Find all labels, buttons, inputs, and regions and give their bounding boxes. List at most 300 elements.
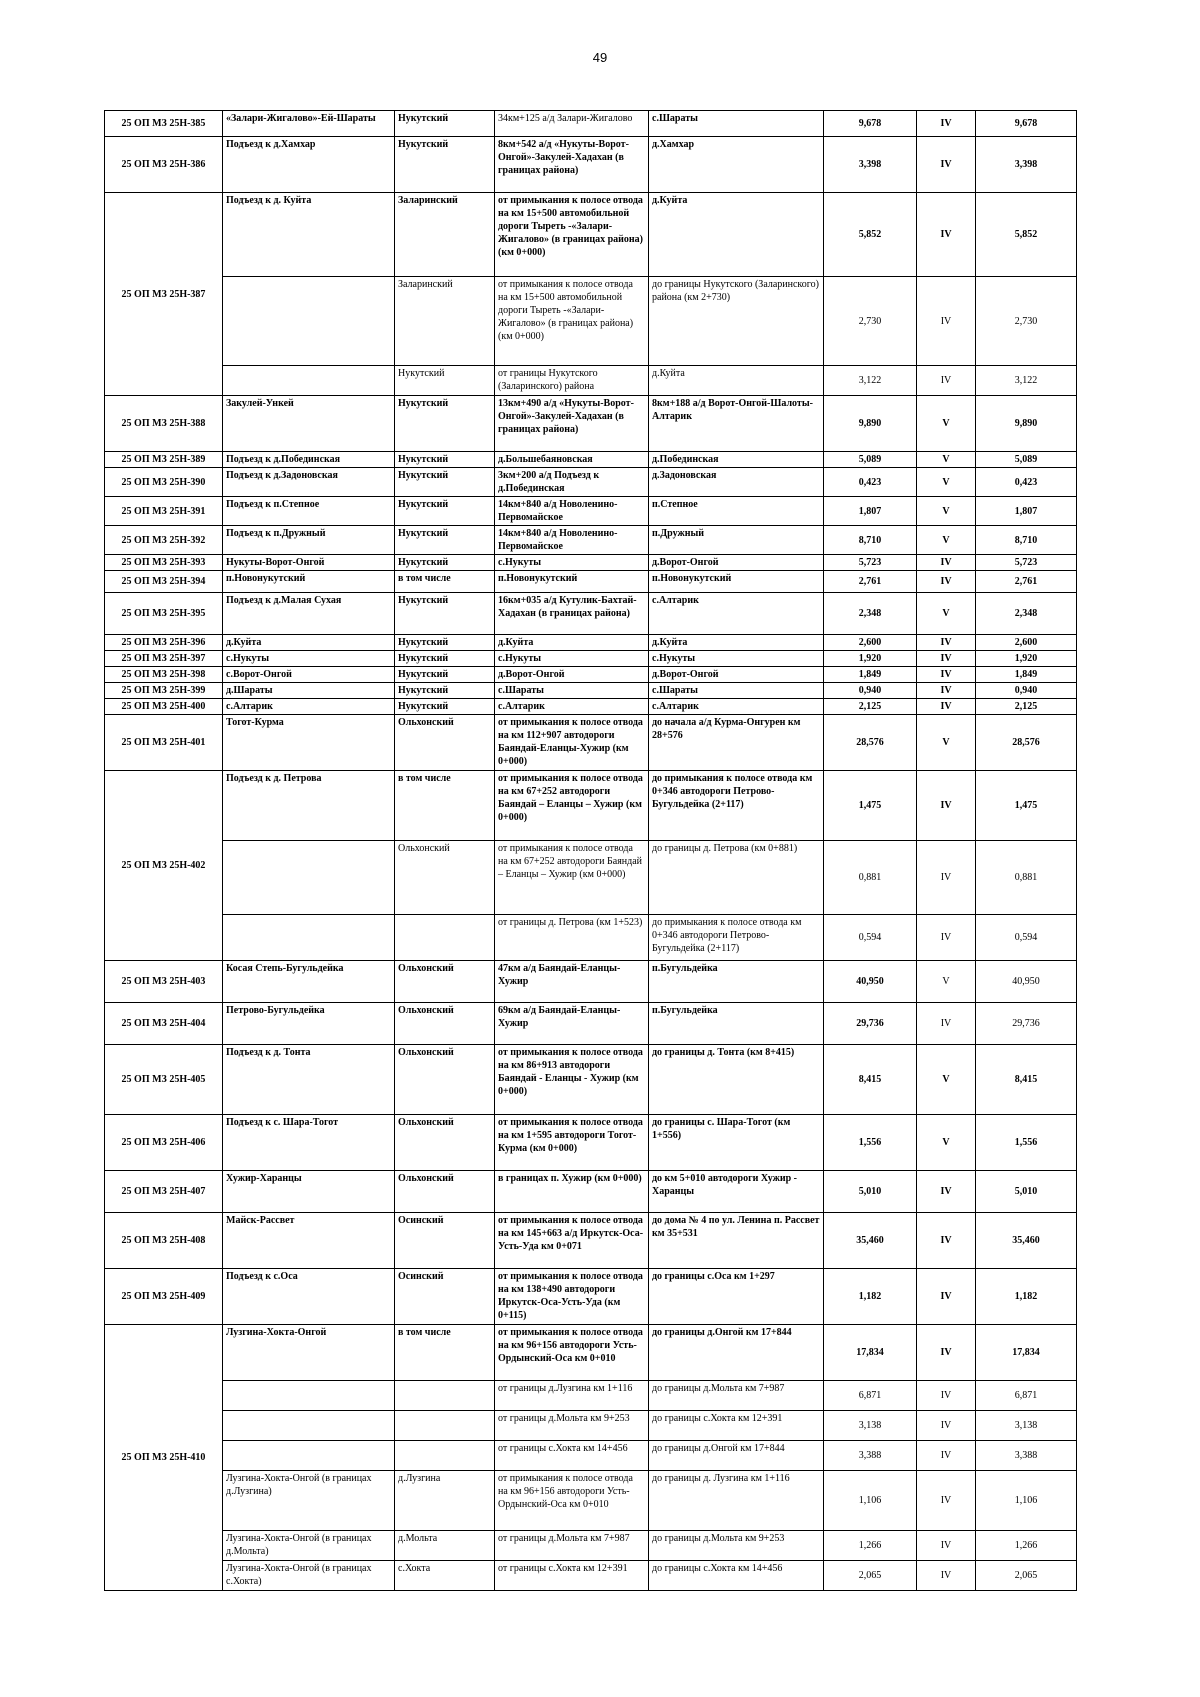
start-point-cell: 47км а/д Баяндай-Еланцы-Хужир	[495, 961, 649, 1003]
total-length-cell: 1,556	[976, 1115, 1077, 1171]
total-length-cell: 2,348	[976, 593, 1077, 635]
category-cell: IV	[917, 1171, 976, 1213]
road-code-cell: 25 ОП МЗ 25Н-399	[105, 683, 223, 699]
category-cell: IV	[917, 111, 976, 137]
district-cell: Нукутский	[395, 468, 495, 497]
road-code-cell: 25 ОП МЗ 25Н-403	[105, 961, 223, 1003]
category-cell: IV	[917, 137, 976, 193]
table-row	[105, 1441, 1077, 1471]
road-code-cell: 25 ОП МЗ 25Н-394	[105, 571, 223, 593]
start-point-cell: 34км+125 а/д Залари-Жигалово	[495, 111, 649, 137]
district-cell: Нукутский	[395, 683, 495, 699]
start-point-cell: д.Большебаяновская	[495, 452, 649, 468]
district-cell: Осинский	[395, 1213, 495, 1269]
road-code-cell: 25 ОП МЗ 25Н-408	[105, 1213, 223, 1269]
category-cell: V	[917, 452, 976, 468]
end-point-cell: до границы с. Шара-Тогот (км 1+556)	[649, 1115, 824, 1171]
start-point-cell: от примыкания к полосе отвода на км 145+663 а/д Иркутск-Оса-Усть-Уда км 0+071	[495, 1213, 649, 1269]
end-point-cell: до границы д. Лузгина км 1+116	[649, 1471, 824, 1531]
total-length-cell: 3,138	[976, 1411, 1077, 1441]
end-point-cell: п.Новонукутский	[649, 571, 824, 593]
category-cell: V	[917, 468, 976, 497]
table-row	[105, 1561, 1077, 1591]
road-name-cell	[223, 366, 395, 396]
total-length-cell: 8,415	[976, 1045, 1077, 1115]
road-name-cell: с.Ворот-Онгой	[223, 667, 395, 683]
road-code-cell: 25 ОП МЗ 25Н-410	[105, 1325, 223, 1591]
road-code-cell: 25 ОП МЗ 25Н-393	[105, 555, 223, 571]
page-number: 49	[592, 50, 608, 65]
length-cell: 40,950	[824, 961, 917, 1003]
start-point-cell: 14км+840 а/д Новоленино-Первомайское	[495, 497, 649, 526]
district-cell: д.Лузгина	[395, 1471, 495, 1531]
total-length-cell: 1,106	[976, 1471, 1077, 1531]
start-point-cell: от границы Нукутского (Заларинского) района	[495, 366, 649, 396]
end-point-cell: с.Шараты	[649, 683, 824, 699]
total-length-cell: 9,890	[976, 396, 1077, 452]
length-cell: 2,761	[824, 571, 917, 593]
road-code-cell: 25 ОП МЗ 25Н-406	[105, 1115, 223, 1171]
end-point-cell: до границы д.Мольта км 9+253	[649, 1531, 824, 1561]
district-cell: Нукутский	[395, 651, 495, 667]
district-cell: Нукутский	[395, 667, 495, 683]
length-cell: 5,089	[824, 452, 917, 468]
category-cell: V	[917, 961, 976, 1003]
start-point-cell: п.Новонукутский	[495, 571, 649, 593]
length-cell: 1,556	[824, 1115, 917, 1171]
table-row	[105, 1471, 1077, 1531]
length-cell: 28,576	[824, 715, 917, 771]
road-code-cell: 25 ОП МЗ 25Н-400	[105, 699, 223, 715]
road-code-cell: 25 ОП МЗ 25Н-388	[105, 396, 223, 452]
road-name-cell: с.Нукуты	[223, 651, 395, 667]
district-cell: Заларинский	[395, 193, 495, 277]
end-point-cell: д.Ворот-Онгой	[649, 555, 824, 571]
length-cell: 8,415	[824, 1045, 917, 1115]
category-cell: V	[917, 526, 976, 555]
end-point-cell: п.Дружный	[649, 526, 824, 555]
end-point-cell: с.Алтарик	[649, 593, 824, 635]
start-point-cell: с.Алтарик	[495, 699, 649, 715]
category-cell: IV	[917, 1411, 976, 1441]
end-point-cell: до границы д.Мольта км 7+987	[649, 1381, 824, 1411]
category-cell: V	[917, 396, 976, 452]
total-length-cell: 2,065	[976, 1561, 1077, 1591]
total-length-cell: 17,834	[976, 1325, 1077, 1381]
district-cell: Нукутский	[395, 452, 495, 468]
total-length-cell: 5,089	[976, 452, 1077, 468]
start-point-cell: от примыкания к полосе отвода на км 96+156 автодороги Усть-Ордынский-Оса км 0+010	[495, 1325, 649, 1381]
length-cell: 9,890	[824, 396, 917, 452]
district-cell: Нукутский	[395, 137, 495, 193]
roads-table	[104, 110, 1077, 1591]
road-name-cell: Лузгина-Хокта-Онгой	[223, 1325, 395, 1381]
total-length-cell: 6,871	[976, 1381, 1077, 1411]
road-name-cell: «Залари-Жигалово»-Ей-Шараты	[223, 111, 395, 137]
end-point-cell: до примыкания к полосе отвода км 0+346 автодороги Петрово-Бугульдейка (2+117)	[649, 915, 824, 961]
start-point-cell: от границы д.Мольта км 7+987	[495, 1531, 649, 1561]
length-cell: 0,940	[824, 683, 917, 699]
start-point-cell: от границы д. Петрова (км 1+523)	[495, 915, 649, 961]
total-length-cell: 2,730	[976, 277, 1077, 366]
category-cell: IV	[917, 1561, 976, 1591]
table-row	[105, 137, 1077, 193]
table-row	[105, 526, 1077, 555]
road-name-cell: Подъезд к д.Хамхар	[223, 137, 395, 193]
end-point-cell: до км 5+010 автодороги Хужир - Харанцы	[649, 1171, 824, 1213]
category-cell: IV	[917, 193, 976, 277]
total-length-cell: 5,723	[976, 555, 1077, 571]
road-name-cell: Подъезд к д. Куйта	[223, 193, 395, 277]
district-cell: Нукутский	[395, 526, 495, 555]
length-cell: 3,388	[824, 1441, 917, 1471]
length-cell: 0,594	[824, 915, 917, 961]
total-length-cell: 3,388	[976, 1441, 1077, 1471]
table-row	[105, 915, 1077, 961]
table-row	[105, 468, 1077, 497]
table-row	[105, 961, 1077, 1003]
road-name-cell	[223, 277, 395, 366]
district-cell: с.Хокта	[395, 1561, 495, 1591]
length-cell: 2,730	[824, 277, 917, 366]
road-name-cell: Подъезд к д. Петрова	[223, 771, 395, 841]
table-row	[105, 1213, 1077, 1269]
district-cell: Нукутский	[395, 366, 495, 396]
table-row	[105, 651, 1077, 667]
category-cell: IV	[917, 1003, 976, 1045]
road-code-cell: 25 ОП МЗ 25Н-390	[105, 468, 223, 497]
district-cell: Нукутский	[395, 699, 495, 715]
end-point-cell: до границы д.Онгой км 17+844	[649, 1441, 824, 1471]
category-cell: IV	[917, 771, 976, 841]
table-row	[105, 1045, 1077, 1115]
district-cell: Нукутский	[395, 396, 495, 452]
category-cell: IV	[917, 1269, 976, 1325]
road-name-cell: Лузгина-Хокта-Онгой (в границах д.Мольта)	[223, 1531, 395, 1561]
category-cell: IV	[917, 683, 976, 699]
end-point-cell: до границы д.Онгой км 17+844	[649, 1325, 824, 1381]
total-length-cell: 3,398	[976, 137, 1077, 193]
road-name-cell: Майск-Рассвет	[223, 1213, 395, 1269]
category-cell: IV	[917, 571, 976, 593]
category-cell: IV	[917, 699, 976, 715]
road-code-cell: 25 ОП МЗ 25Н-395	[105, 593, 223, 635]
length-cell: 1,920	[824, 651, 917, 667]
total-length-cell: 1,920	[976, 651, 1077, 667]
table-row	[105, 635, 1077, 651]
road-code-cell: 25 ОП МЗ 25Н-401	[105, 715, 223, 771]
road-name-cell: Косая Степь-Бугульдейка	[223, 961, 395, 1003]
length-cell: 5,723	[824, 555, 917, 571]
length-cell: 2,348	[824, 593, 917, 635]
table-row	[105, 497, 1077, 526]
end-point-cell: д.Куйта	[649, 193, 824, 277]
end-point-cell: п.Бугульдейка	[649, 1003, 824, 1045]
length-cell: 17,834	[824, 1325, 917, 1381]
start-point-cell: от примыкания к полосе отвода на км 86+913 автодороги Баяндай - Еланцы - Хужир (км 0+000)	[495, 1045, 649, 1115]
district-cell: Ольхонский	[395, 1045, 495, 1115]
district-cell: Ольхонский	[395, 1003, 495, 1045]
district-cell: Ольхонский	[395, 841, 495, 915]
category-cell: V	[917, 1045, 976, 1115]
road-name-cell: Хужир-Харанцы	[223, 1171, 395, 1213]
end-point-cell: д.Ворот-Онгой	[649, 667, 824, 683]
table-row	[105, 555, 1077, 571]
category-cell: V	[917, 1115, 976, 1171]
start-point-cell: д.Куйта	[495, 635, 649, 651]
roads-table-body	[105, 111, 1077, 1591]
category-cell: IV	[917, 841, 976, 915]
road-name-cell	[223, 1441, 395, 1471]
length-cell: 9,678	[824, 111, 917, 137]
total-length-cell: 29,736	[976, 1003, 1077, 1045]
end-point-cell: д.Куйта	[649, 366, 824, 396]
district-cell: Заларинский	[395, 277, 495, 366]
road-code-cell: 25 ОП МЗ 25Н-397	[105, 651, 223, 667]
district-cell: в том числе	[395, 571, 495, 593]
table-row	[105, 396, 1077, 452]
road-code-cell: 25 ОП МЗ 25Н-389	[105, 452, 223, 468]
end-point-cell: до границы д. Петрова (км 0+881)	[649, 841, 824, 915]
length-cell: 1,266	[824, 1531, 917, 1561]
district-cell: Ольхонский	[395, 961, 495, 1003]
category-cell: IV	[917, 915, 976, 961]
start-point-cell: 14км+840 а/д Новоленино-Первомайское	[495, 526, 649, 555]
district-cell: Ольхонский	[395, 1115, 495, 1171]
start-point-cell: 16км+035 а/д Кутулик-Бахтай-Хадахан (в границах района)	[495, 593, 649, 635]
road-code-cell: 25 ОП МЗ 25Н-407	[105, 1171, 223, 1213]
category-cell: IV	[917, 1441, 976, 1471]
road-name-cell: Нукуты-Ворот-Онгой	[223, 555, 395, 571]
length-cell: 3,138	[824, 1411, 917, 1441]
total-length-cell: 0,423	[976, 468, 1077, 497]
total-length-cell: 3,122	[976, 366, 1077, 396]
road-name-cell	[223, 915, 395, 961]
road-name-cell	[223, 1381, 395, 1411]
start-point-cell: от примыкания к полосе отвода на км 67+252 автодороги Баяндай – Еланцы – Хужир (км 0+000)	[495, 771, 649, 841]
end-point-cell: до границы д. Тонта (км 8+415)	[649, 1045, 824, 1115]
length-cell: 1,849	[824, 667, 917, 683]
length-cell: 8,710	[824, 526, 917, 555]
district-cell: д.Мольта	[395, 1531, 495, 1561]
category-cell: V	[917, 593, 976, 635]
start-point-cell: от границы д.Мольта км 9+253	[495, 1411, 649, 1441]
category-cell: IV	[917, 667, 976, 683]
district-cell: в том числе	[395, 1325, 495, 1381]
road-code-cell: 25 ОП МЗ 25Н-405	[105, 1045, 223, 1115]
start-point-cell: от границы с.Хокта км 14+456	[495, 1441, 649, 1471]
road-name-cell: Лузгина-Хокта-Онгой (в границах д.Лузгина)	[223, 1471, 395, 1531]
start-point-cell: с.Шараты	[495, 683, 649, 699]
table-row	[105, 771, 1077, 841]
total-length-cell: 2,600	[976, 635, 1077, 651]
start-point-cell: 13км+490 а/д «Нукуты-Ворот-Онгой»-Закулей-Хадахан (в границах района)	[495, 396, 649, 452]
end-point-cell: до дома № 4 по ул. Ленина п. Рассвет км 35+531	[649, 1213, 824, 1269]
total-length-cell: 1,475	[976, 771, 1077, 841]
start-point-cell: от примыкания к полосе отвода на км 1+595 автодороги Тогот-Курма (км 0+000)	[495, 1115, 649, 1171]
length-cell: 35,460	[824, 1213, 917, 1269]
table-row	[105, 1269, 1077, 1325]
district-cell: Нукутский	[395, 593, 495, 635]
category-cell: IV	[917, 1471, 976, 1531]
road-name-cell: Петрово-Бугульдейка	[223, 1003, 395, 1045]
road-name-cell: Тогот-Курма	[223, 715, 395, 771]
end-point-cell: д.Задоновская	[649, 468, 824, 497]
road-code-cell: 25 ОП МЗ 25Н-396	[105, 635, 223, 651]
end-point-cell: до границы Нукутского (Заларинского) района (км 2+730)	[649, 277, 824, 366]
length-cell: 1,807	[824, 497, 917, 526]
length-cell: 2,125	[824, 699, 917, 715]
end-point-cell: с.Алтарик	[649, 699, 824, 715]
table-row	[105, 571, 1077, 593]
end-point-cell: 8км+188 а/д Ворот-Онгой-Шалоты-Алтарик	[649, 396, 824, 452]
start-point-cell: 8км+542 а/д «Нукуты-Ворот-Онгой»-Закулей-Хадахан (в границах района)	[495, 137, 649, 193]
district-cell: Нукутский	[395, 635, 495, 651]
length-cell: 6,871	[824, 1381, 917, 1411]
district-cell	[395, 1411, 495, 1441]
road-name-cell: с.Алтарик	[223, 699, 395, 715]
table-row	[105, 111, 1077, 137]
length-cell: 0,881	[824, 841, 917, 915]
road-code-cell: 25 ОП МЗ 25Н-391	[105, 497, 223, 526]
table-row	[105, 277, 1077, 366]
district-cell: Нукутский	[395, 497, 495, 526]
length-cell: 29,736	[824, 1003, 917, 1045]
category-cell: IV	[917, 555, 976, 571]
road-name-cell: д.Куйта	[223, 635, 395, 651]
total-length-cell: 5,010	[976, 1171, 1077, 1213]
table-row	[105, 1381, 1077, 1411]
table-row	[105, 683, 1077, 699]
road-code-cell: 25 ОП МЗ 25Н-387	[105, 193, 223, 396]
length-cell: 1,106	[824, 1471, 917, 1531]
district-cell: Нукутский	[395, 111, 495, 137]
table-row	[105, 593, 1077, 635]
table-row	[105, 699, 1077, 715]
road-name-cell: Подъезд к п.Дружный	[223, 526, 395, 555]
category-cell: IV	[917, 651, 976, 667]
total-length-cell: 40,950	[976, 961, 1077, 1003]
end-point-cell: до границы с.Оса км 1+297	[649, 1269, 824, 1325]
start-point-cell: от примыкания к полосе отвода на км 15+500 автомобильной дороги Тыреть -«Залари-Жигалово» (в границах района) (км 0+000)	[495, 277, 649, 366]
total-length-cell: 2,761	[976, 571, 1077, 593]
length-cell: 5,852	[824, 193, 917, 277]
road-code-cell: 25 ОП МЗ 25Н-409	[105, 1269, 223, 1325]
start-point-cell: от примыкания к полосе отвода на км 67+252 автодороги Баяндай – Еланцы – Хужир (км 0+000)	[495, 841, 649, 915]
total-length-cell: 0,940	[976, 683, 1077, 699]
road-code-cell: 25 ОП МЗ 25Н-385	[105, 111, 223, 137]
start-point-cell: от границы д.Лузгина км 1+116	[495, 1381, 649, 1411]
table-row	[105, 1115, 1077, 1171]
table-row	[105, 1171, 1077, 1213]
category-cell: IV	[917, 366, 976, 396]
start-point-cell: от примыкания к полосе отвода на км 15+500 автомобильной дороги Тыреть -«Залари-Жигалово» (в границах района) (км 0+000)	[495, 193, 649, 277]
table-row	[105, 715, 1077, 771]
category-cell: IV	[917, 635, 976, 651]
category-cell: IV	[917, 1531, 976, 1561]
district-cell: Ольхонский	[395, 1171, 495, 1213]
total-length-cell: 8,710	[976, 526, 1077, 555]
road-code-cell: 25 ОП МЗ 25Н-402	[105, 771, 223, 961]
length-cell: 1,475	[824, 771, 917, 841]
category-cell: V	[917, 497, 976, 526]
table-row	[105, 366, 1077, 396]
start-point-cell: с.Нукуты	[495, 651, 649, 667]
start-point-cell: от примыкания к полосе отвода на км 112+907 автодороги Баяндай-Еланцы-Хужир (км 0+000)	[495, 715, 649, 771]
length-cell: 3,122	[824, 366, 917, 396]
end-point-cell: до границы с.Хокта км 14+456	[649, 1561, 824, 1591]
total-length-cell: 28,576	[976, 715, 1077, 771]
table-row	[105, 193, 1077, 277]
start-point-cell: д.Ворот-Онгой	[495, 667, 649, 683]
total-length-cell: 9,678	[976, 111, 1077, 137]
category-cell: V	[917, 715, 976, 771]
total-length-cell: 0,594	[976, 915, 1077, 961]
district-cell	[395, 915, 495, 961]
end-point-cell: до начала а/д Курма-Онгурен км 28+576	[649, 715, 824, 771]
district-cell: Ольхонский	[395, 715, 495, 771]
total-length-cell: 35,460	[976, 1213, 1077, 1269]
start-point-cell: 69км а/д Баяндай-Еланцы-Хужир	[495, 1003, 649, 1045]
total-length-cell: 1,849	[976, 667, 1077, 683]
total-length-cell: 1,182	[976, 1269, 1077, 1325]
road-code-cell: 25 ОП МЗ 25Н-392	[105, 526, 223, 555]
table-row	[105, 667, 1077, 683]
start-point-cell: с.Нукуты	[495, 555, 649, 571]
table-row	[105, 452, 1077, 468]
end-point-cell: п.Бугульдейка	[649, 961, 824, 1003]
end-point-cell: с.Нукуты	[649, 651, 824, 667]
start-point-cell: от примыкания к полосе отвода на км 138+490 автодороги Иркутск-Оса-Усть-Уда (км 0+115)	[495, 1269, 649, 1325]
end-point-cell: с.Шараты	[649, 111, 824, 137]
length-cell: 0,423	[824, 468, 917, 497]
end-point-cell: д.Куйта	[649, 635, 824, 651]
end-point-cell: д.Хамхар	[649, 137, 824, 193]
category-cell: IV	[917, 1381, 976, 1411]
table-row	[105, 1531, 1077, 1561]
start-point-cell: в границах п. Хужир (км 0+000)	[495, 1171, 649, 1213]
road-name-cell: Подъезд к д.Малая Сухая	[223, 593, 395, 635]
category-cell: IV	[917, 1213, 976, 1269]
road-name-cell: п.Новонукутский	[223, 571, 395, 593]
start-point-cell: от примыкания к полосе отвода на км 96+156 автодороги Усть-Ордынский-Оса км 0+010	[495, 1471, 649, 1531]
end-point-cell: д.Побединская	[649, 452, 824, 468]
road-name-cell: Подъезд к с. Шара-Тогот	[223, 1115, 395, 1171]
road-name-cell	[223, 841, 395, 915]
road-name-cell: Подъезд к д.Задоновская	[223, 468, 395, 497]
total-length-cell: 0,881	[976, 841, 1077, 915]
district-cell: Нукутский	[395, 555, 495, 571]
start-point-cell: от границы с.Хокта км 12+391	[495, 1561, 649, 1591]
start-point-cell: 3км+200 а/д Подъезд к д.Побединская	[495, 468, 649, 497]
table-row	[105, 1411, 1077, 1441]
road-name-cell: Закулей-Ункей	[223, 396, 395, 452]
table-row	[105, 1325, 1077, 1381]
district-cell	[395, 1441, 495, 1471]
length-cell: 3,398	[824, 137, 917, 193]
road-name-cell: Подъезд к с.Оса	[223, 1269, 395, 1325]
length-cell: 1,182	[824, 1269, 917, 1325]
district-cell: Осинский	[395, 1269, 495, 1325]
district-cell	[395, 1381, 495, 1411]
district-cell: в том числе	[395, 771, 495, 841]
total-length-cell: 2,125	[976, 699, 1077, 715]
road-code-cell: 25 ОП МЗ 25Н-404	[105, 1003, 223, 1045]
road-name-cell: Лузгина-Хокта-Онгой (в границах с.Хокта)	[223, 1561, 395, 1591]
total-length-cell: 5,852	[976, 193, 1077, 277]
end-point-cell: до границы с.Хокта км 12+391	[649, 1411, 824, 1441]
table-row	[105, 1003, 1077, 1045]
